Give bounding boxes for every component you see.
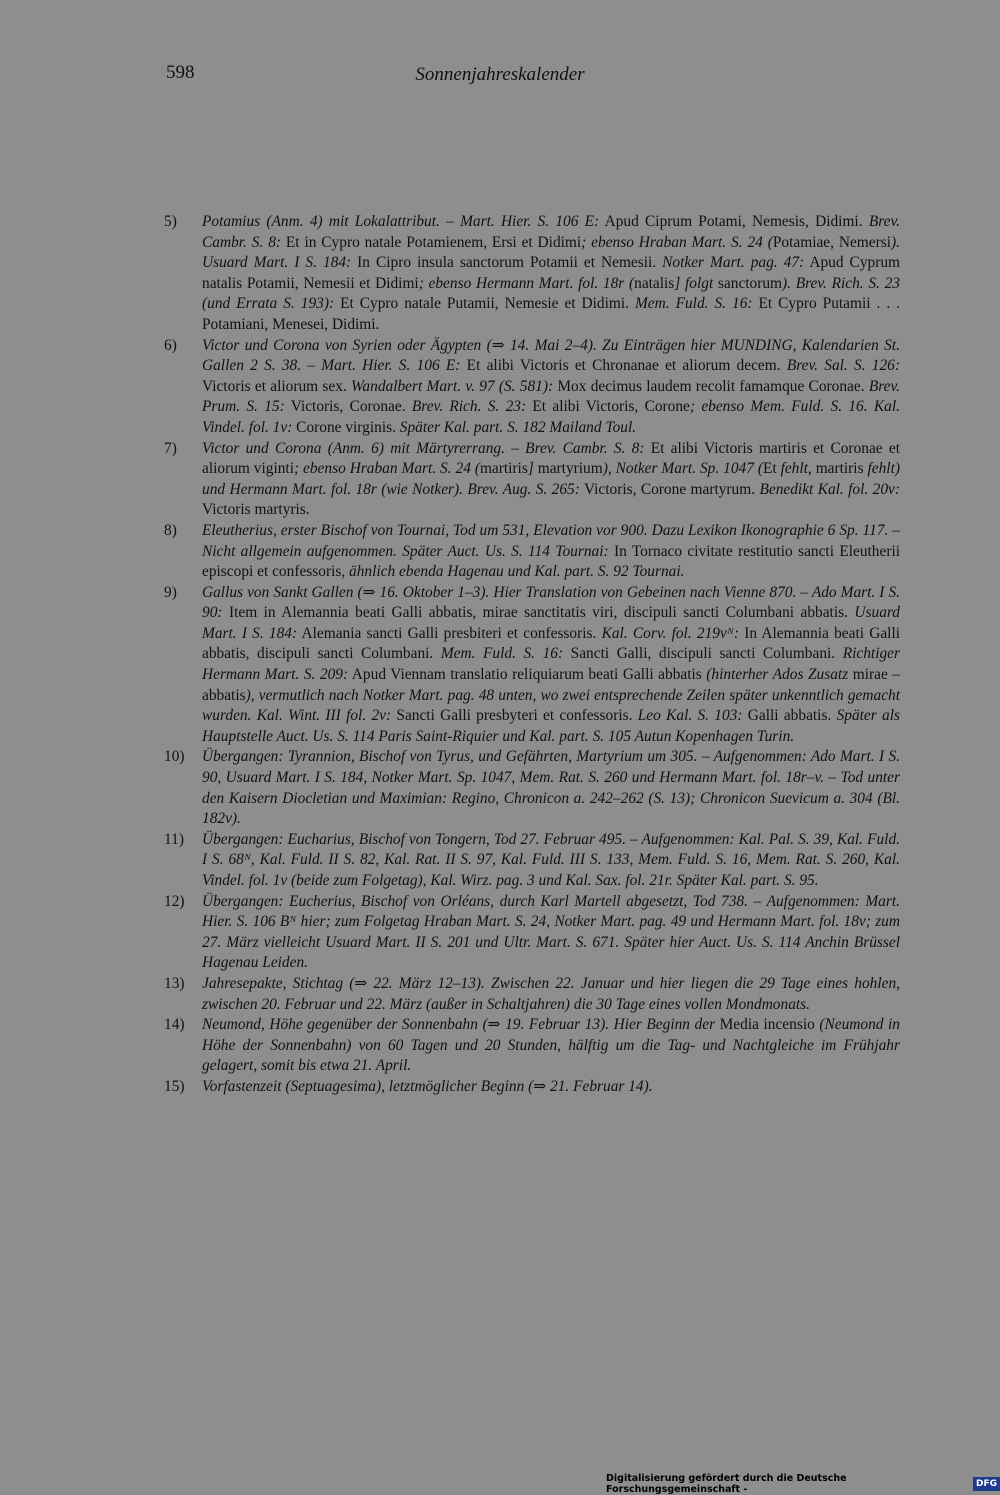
footnote-text (202, 521, 900, 583)
footnote-quote-segment: Et alibi Victoris martiris et Coronae et aliorum viginti (202, 439, 900, 478)
footnote (164, 439, 900, 521)
footnote-text (202, 1077, 900, 1098)
footnote-italic-segment: Victor und Corona (Anm. 6) mit Märtyrerrang. – Brev. Cambr. S. 8: (202, 439, 645, 457)
footnote-italic-segment: fehlt) und Hermann Mart. fol. 18r (wie Notker). Brev. Aug. S. 265: (202, 460, 900, 498)
footnote-quote-segment: Sancti Galli, discipuli sancti Columbani. (563, 645, 843, 663)
footnote-italic-segment: ). Usuard Mart. I S. 184: (202, 233, 900, 272)
footnote-text (202, 583, 900, 748)
footnote-quote-segment: Mox decimus laudem recolit famamque Coronae. (553, 377, 869, 395)
digitization-credit (606, 1473, 1000, 1495)
footnote-text (202, 1015, 900, 1077)
footnote-italic-segment: Mem. Fuld. S. 16: (634, 295, 753, 313)
footnote-italic-segment: Gallus von Sankt Gallen (⇒ 16. Oktober 1–3). Hier Translation von Gebeinen nach Vienne 870. – Ado Mart. I S. 90: (202, 583, 900, 622)
footnote (164, 830, 900, 892)
footnote-italic-segment: Neumond, Höhe gegenüber der Sonnenbahn (⇒ 19. Februar 13). Hier Beginn der (202, 1016, 720, 1034)
footnote (164, 583, 900, 748)
page-header (0, 62, 1000, 90)
footnote-italic-segment: Übergangen: Eucherius, Bischof von Orléans, durch Karl Martell abgesetzt, Tod 738. – Aufgenommen: Mart. Hier. S. 106 Bᴺ hier; zum Folgetag Hraban Mart. S. 24, Notker Mart. pag. 49 und Hermann Mart. fol. 18v; zum 27. März vielleicht Usuard Mart. II S. 201 und Ultr. Mart. S. 671. Später hier Auct. Us. S. 114 Anchin Brüssel Hagenau Leiden. (202, 892, 900, 972)
footnote-number: 9) (164, 583, 177, 601)
footnote-italic-segment: Übergangen: Eucharius, Bischof von Tongern, Tod 27. Februar 495. – Aufgenommen: Kal. Pal. S. 39, Kal. Fuld. I S. 68ᴺ, Kal. Fuld. II S. 82, Kal. Rat. II S. 97, Kal. Fuld. III S. 133, Mem. Fuld. S. 16, Mem. Rat. S. 260, Kal. Vindel. fol. 1v (beide zum Folgetag), Kal. Wirz. pag. 3 und Kal. Sax. fol. 21r. Später Kal. part. S. 95. (202, 830, 900, 889)
running-title: Sonnenjahreskalender (415, 64, 585, 85)
footnote-quote-segment: Item in Alemannia beati Galli abbatis, mirae sanctitatis viri, discipuli sancti Columbani abbatis. (222, 604, 855, 622)
footnote-number: 15) (164, 1077, 185, 1095)
footnote-quote-segment: Et alibi Victoris et Chronanae et aliorum decem. (460, 357, 787, 375)
footnote (164, 974, 900, 1015)
footnote-italic-segment: ähnlich ebenda Hagenau und Kal. part. S. 92 Tournai. (349, 563, 685, 581)
footnote-text (202, 439, 900, 521)
footnote-quote-segment: Potamiae, Nemersi (772, 233, 891, 251)
footnote-italic-segment: Richtiger Hermann Mart. S. 209: (202, 645, 900, 684)
footnote-italic-segment: Brev. Sal. S. 126: (786, 357, 901, 375)
footnote-quote-segment: Apud Cyprum natalis Potamii, Nemesii et Didimi (202, 254, 900, 292)
footnote-italic-segment: Übergangen: Tyrannion, Bischof von Tyrus, und Gefährten, Martyrium um 305. – Aufgenommen: Ado Mart. I S. 90, Usuard Mart. I S. 184, Notker Mart. Sp. 1047, Mem. Rat. S. 260 und Hermann Mart. fol. 18r–v. – Tod unter den Kaisern Diocletian und Maximian: Regino, Chronicon a. 242–262 (S. 13); Chronicon Suevicum a. 304 (Bl. 182v). (202, 748, 900, 828)
footnote-italic-segment: Brev. Prum. S. 15: (202, 377, 900, 416)
footnote-quote-segment: Apud Ciprum Potami, Nemesis, Didimi. (599, 213, 869, 230)
footnote (164, 1015, 900, 1077)
footnote-quote-segment: natalis (634, 274, 675, 292)
footnote-italic-segment: Später Kal. part. S. 182 Mailand Toul. (399, 418, 637, 436)
footnote-italic-segment: Später als Hauptstelle Auct. Us. S. 114 Paris Saint-Riquier und Kal. part. S. 105 Autun Kopenhagen Turin. (202, 707, 900, 745)
footnote-quote-segment: In Tornaco civitate restitutio sancti Eleutherii episcopi et confessoris, (202, 542, 900, 581)
footnote-quote-segment: Victoris, Coronae. (284, 398, 412, 416)
footnote-italic-segment: ), Notker Mart. Sp. 1047 ( (602, 460, 763, 478)
footnote-quote-segment: martyrium (537, 460, 603, 478)
footnote-italic-segment: Usuard Mart. I S. 184: (202, 604, 900, 642)
footnote-number: 5) (164, 213, 177, 230)
credit-text: Digitalisierung gefördert durch die Deutsche Forschungsgemeinschaft - (606, 1473, 847, 1495)
footnote-italic-segment: ), vermutlich nach Notker Mart. pag. 48 unten, wo zwei entsprechende Zeilen später unkenntlich gemacht wurden. Kal. Wint. III fol. 2v: (202, 686, 900, 725)
footnote-italic-segment: (hinterher Ados Zusatz (706, 666, 853, 684)
footnote-text (202, 892, 900, 974)
footnote-italic-segment: Jahresepakte, Stichtag (⇒ 22. März 12–13). Zwischen 22. Januar und hier liegen die 29 Tage eines hohlen, zwischen 20. Februar und 22. März (außer in Schaltjahren) die 30 Tage eines vollen Mondmonats. (202, 974, 900, 1013)
footnote-text (202, 830, 900, 892)
footnote-italic-segment: ] folgt (674, 274, 718, 292)
footnote-text (202, 212, 900, 336)
footnote-number: 14) (164, 1016, 185, 1034)
footnote-quote-segment: Galli abbatis. (742, 707, 837, 725)
footnote (164, 521, 900, 583)
footnote-italic-segment: ; ebenso Hraban Mart. S. 24 ( (581, 233, 773, 251)
footnote-italic-segment: Brev. Cambr. S. 8: (202, 213, 900, 251)
footnote-italic-segment: Leo Kal. S. 103: (637, 707, 743, 725)
footnote-italic-segment: fehlt, (776, 460, 816, 478)
footnote-italic-segment: Mem. Fuld. S. 16: (440, 645, 564, 663)
footnote (164, 892, 900, 974)
footnote-italic-segment: ] (527, 460, 538, 478)
footnotes (164, 212, 900, 1098)
footnote-number: 13) (164, 974, 185, 992)
footnote-italic-segment: ; ebenso Mem. Fuld. S. 16. Kal. Vindel. fol. 1v: (202, 398, 900, 436)
footnote-quote-segment: Victoris et aliorum sex. (202, 377, 352, 395)
footnote-italic-segment: ; ebenso Hraban Mart. S. 24 ( (293, 460, 480, 478)
footnote-quote-segment: Media incensio (719, 1016, 815, 1034)
footnote-italic-segment: Brev. Rich. S. 23: (411, 398, 527, 416)
footnote (164, 1077, 900, 1098)
footnote-quote-segment: martiris (815, 460, 864, 478)
footnote-italic-segment: Potamius (Anm. 4) mit Lokalattribut. – Mart. Hier. S. 106 E: (202, 213, 600, 230)
footnote-quote-segment: Corone virginis. (292, 418, 400, 436)
footnote-quote-segment: Alemania sancti Galli presbiteri et confessoris. (297, 624, 602, 642)
footnote-quote-segment: Et in Cypro natale Potamienem, Ersi et Didimi (281, 233, 582, 251)
dfg-logo: DFG (973, 1477, 1000, 1491)
footnote-quote-segment: Sancti Galli presbyteri et confessoris. (391, 707, 638, 725)
footnote-number: 10) (164, 748, 185, 766)
footnote (164, 336, 900, 439)
footnote-quote-segment: Victoris martyris. (202, 501, 310, 519)
footnote-text (202, 747, 900, 829)
footnote-quote-segment: Et (762, 460, 777, 478)
footnote-number: 6) (164, 336, 177, 354)
footnote-italic-segment: Benedikt Kal. fol. 20v: (759, 480, 900, 498)
footnote-italic-segment: ). Brev. Rich. S. 23 (und Errata S. 193): (202, 274, 900, 313)
page-number: 598 (166, 62, 195, 83)
footnote-number: 12) (164, 892, 185, 910)
footnote-quote-segment: In Cipro insula sanctorum Potamii et Nemesii. (351, 254, 663, 272)
footnote-number: 8) (164, 521, 177, 539)
footnote-italic-segment: Eleutherius, erster Bischof von Tournai, Tod um 531, Elevation vor 900. Dazu Lexikon Ikonographie 6 Sp. 117. – Nicht allgemein aufgenommen. Später Auct. Us. S. 114 Tournai: (202, 521, 900, 560)
footnote-italic-segment: Wandalbert Mart. v. 97 (S. 581): (351, 377, 554, 395)
footnote-italic-segment: ; ebenso Hermann Mart. fol. 18r ( (418, 274, 635, 292)
footnote-italic-segment: (Neumond in Höhe der Sonnenbahn) von 60 Tagen und 20 Stunden, hälftig um die Tag- und Nachtgleiche im Frühjahr gelagert, somit bis etwa 21. April. (202, 1016, 900, 1075)
footnote-quote-segment: In Alemannia beati Galli abbatis, discipuli sancti Columbani. (202, 624, 900, 663)
footnote-quote-segment: martiris (479, 460, 528, 478)
footnote-italic-segment: Notker Mart. pag. 47: (662, 254, 805, 272)
footnote-text (202, 336, 900, 439)
footnote-text (202, 974, 900, 1015)
footnote-quote-segment: mirae – abbatis (202, 666, 900, 704)
footnote-italic-segment: Victor und Corona von Syrien oder Ägypten (⇒ 14. Mai 2–4). Zu Einträgen hier MUNDING, Kalendarien St. Gallen 2 S. 38. – Mart. Hier. S. 106 E: (202, 336, 900, 375)
footnote-number: 7) (164, 439, 177, 457)
footnote-quote-segment: Victoris, Corone martyrum. (579, 480, 760, 498)
footnote-quote-segment: Apud Viennam translatio reliquiarum beati Galli abbatis (348, 666, 707, 684)
footnote-number: 11) (164, 830, 184, 848)
footnote-quote-segment: sanctorum (717, 274, 783, 292)
footnote (164, 747, 900, 829)
footnote-italic-segment: Vorfastenzeit (Septuagesima), letztmöglicher Beginn (⇒ 21. Februar 14). (202, 1077, 653, 1095)
footnote-quote-segment: Et Cypro Putamii . . . Potamiani, Menesei, Didimi. (202, 295, 901, 333)
footnote-quote-segment: Et Cypro natale Putamii, Nemesie et Didimi. (334, 295, 635, 313)
footnote-italic-segment: Kal. Corv. fol. 219vᴺ: (601, 624, 739, 642)
footnote (164, 212, 900, 336)
footnote-quote-segment: Et alibi Victoris, Corone (526, 398, 690, 416)
